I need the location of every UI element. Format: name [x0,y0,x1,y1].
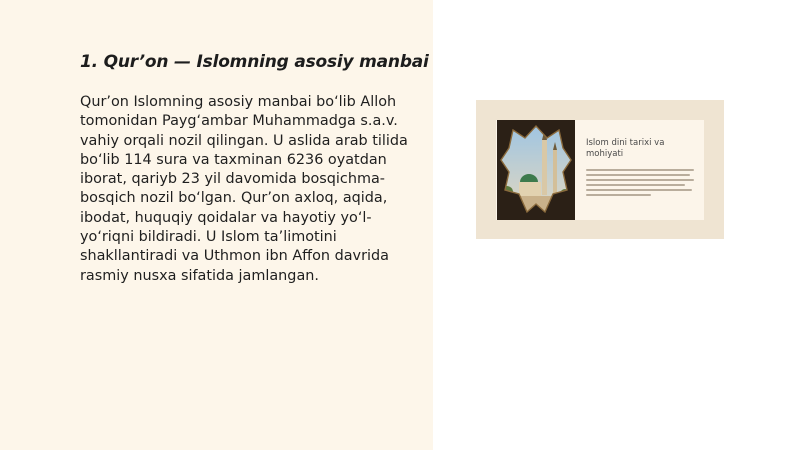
placeholder-text-line [586,194,651,196]
placeholder-text-line [586,189,692,191]
placeholder-text-line [586,179,694,181]
placeholder-text-line [586,184,685,186]
slide-thumbnail-card[interactable] [476,100,724,239]
placeholder-text-line [586,169,694,171]
slide-thumbnail-title: Islom dini tarixi va mohiyati [586,138,665,159]
placeholder-text-line [586,174,690,176]
mosque-window-image [497,120,575,220]
slide-title: 1. Qur’on — Islomning asosiy manbai [80,52,429,72]
slide-body-text: Qur’on Islomning asosiy manbai bo‘lib Alloh tomonidan Payg‘ambar Muhammadga s.a.v. vahiy orqali nozil qilingan. U aslida arab tilida bo‘lib 114 sura va taxminan 6236 oyatdan iborat, qariyb 23 yil davomida bosqichma-bosqich nozil bo‘lgan. Qur’on axloq, aqida, ibodat, huquqiy qoidalar va hayotiy yo‘l-yo‘riqni bildiradi. U Islom ta’limotini shakllantiradi va Uthmon ibn Affon davrida rasmiy nusxa sifatida jamlangan. [80,94,408,284]
slide-thumbnail-text-lines [586,169,694,199]
